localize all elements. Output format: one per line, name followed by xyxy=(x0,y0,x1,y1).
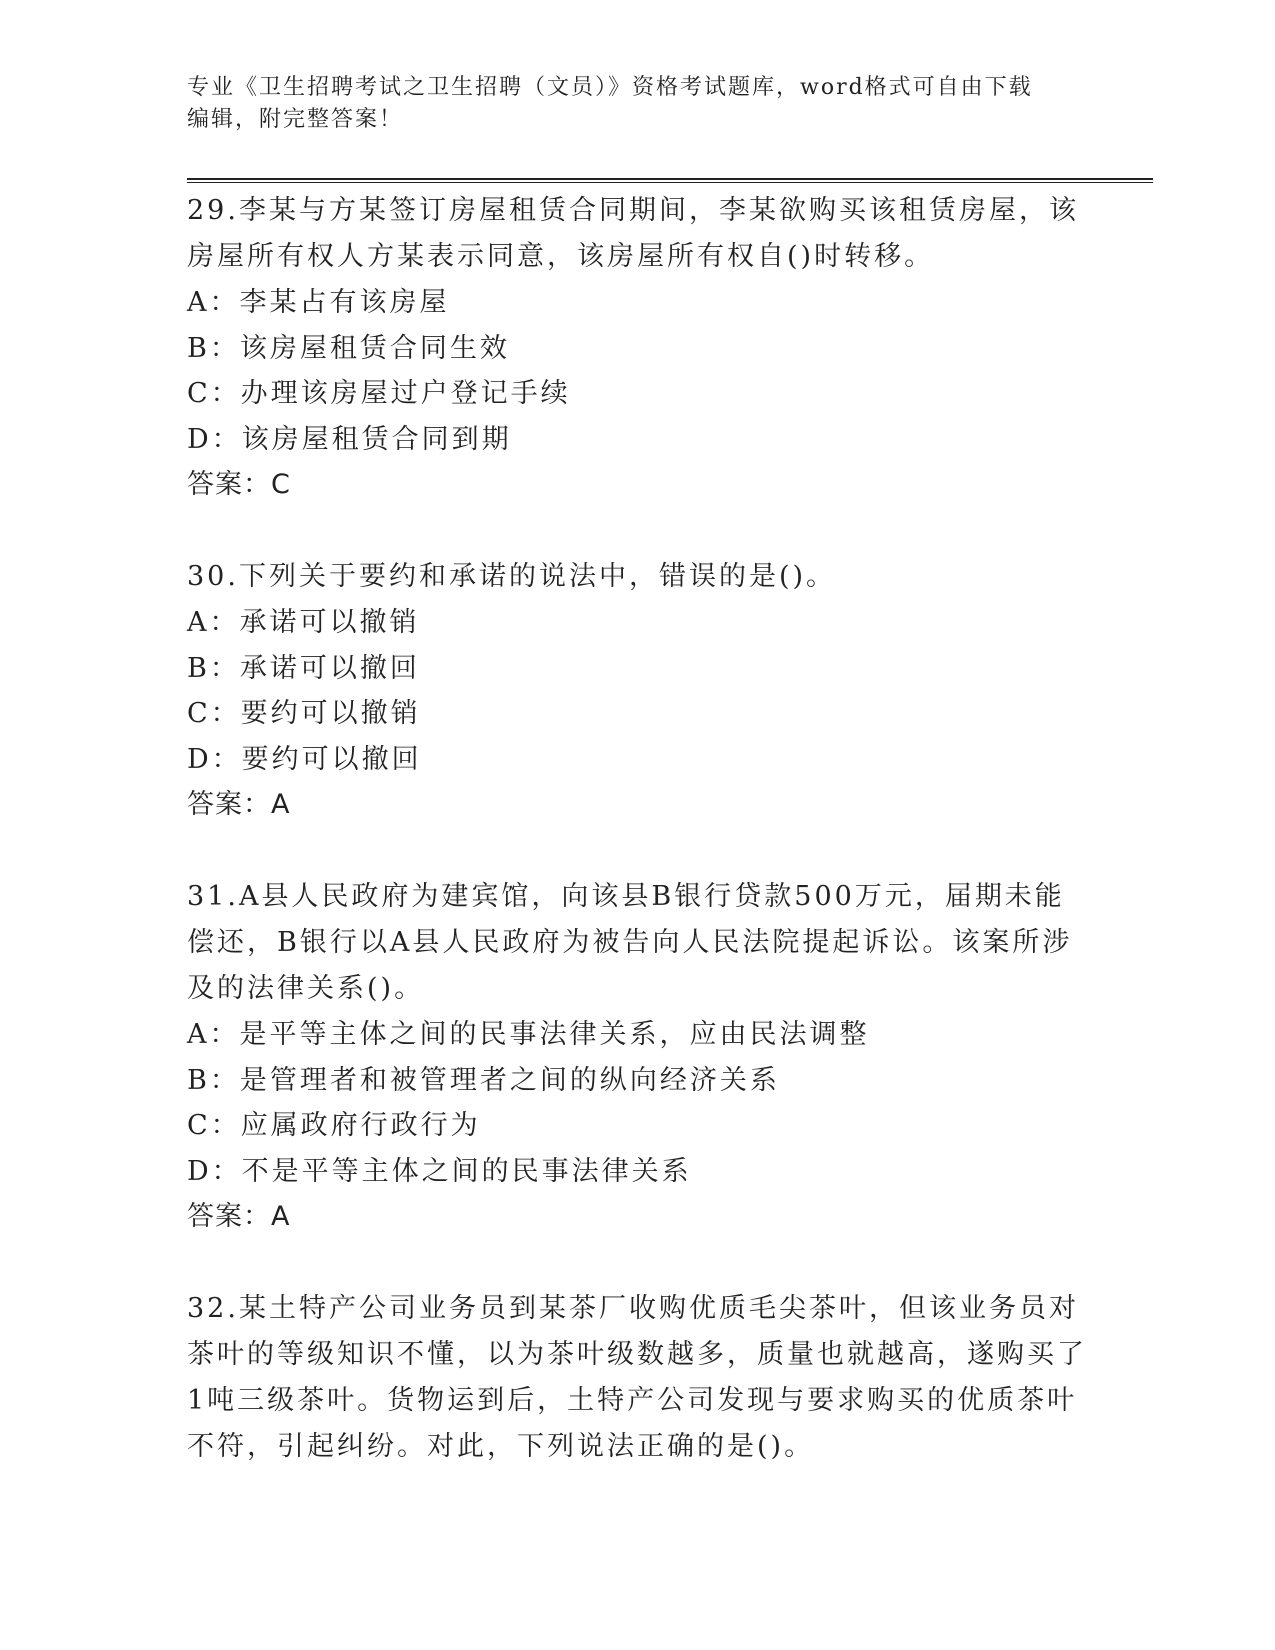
option-d: D：要约可以撤回 xyxy=(187,743,422,775)
answer: 答案：C xyxy=(187,469,291,500)
question-stem: 32.某土特产公司业务员到某茶厂收购优质毛尖茶叶，但该业务员对茶叶的等级知识不懂，以为茶叶级数越多，质量也就越高，遂购买了1吨三级茶叶。货物运到后，土特产公司发现与要求购买的优质茶叶不符，引起纠纷。对此，下列说法正确的是()。 xyxy=(187,1293,1087,1462)
document-header xyxy=(187,72,1067,136)
option-a: A：承诺可以撤销 xyxy=(187,607,420,638)
header-line-1: 专业《卫生招聘考试之卫生招聘（文员）》资格考试题库，word格式可自由下载 xyxy=(187,75,1033,100)
question-31 xyxy=(187,874,1087,1240)
option-b: B：该房屋租赁合同生效 xyxy=(187,332,510,364)
option-c: C：要约可以撤销 xyxy=(187,698,421,729)
option-d: D：不是平等主体之间的民事法律关系 xyxy=(187,1155,692,1187)
question-stem: 29.李某与方某签订房屋租赁合同期间，李某欲购买该租赁房屋，该房屋所有权人方某表示同意，该房屋所有权自()时转移。 xyxy=(187,195,1079,272)
option-c: C：应属政府行政行为 xyxy=(187,1110,481,1141)
option-b: B：是管理者和被管理者之间的纵向经济关系 xyxy=(187,1064,780,1096)
option-a: A：李某占有该房屋 xyxy=(187,287,450,318)
header-line-2: 编辑，附完整答案！ xyxy=(187,107,404,132)
question-list xyxy=(187,188,1087,1516)
question-stem: 31.A县人民政府为建宾馆，向该县B银行贷款500万元，届期未能偿还，B银行以A县人民政府为被告向人民法院提起诉讼。该案所涉及的法律关系()。 xyxy=(187,881,1073,1004)
option-a: A：是平等主体之间的民事法律关系，应由民法调整 xyxy=(187,1019,870,1050)
header-divider xyxy=(187,178,1153,183)
answer: 答案：A xyxy=(187,1201,291,1232)
question-29 xyxy=(187,188,1087,508)
option-d: D：该房屋租赁合同到期 xyxy=(187,423,512,455)
question-32 xyxy=(187,1286,1087,1470)
option-b: B：承诺可以撤回 xyxy=(187,652,420,684)
answer: 答案：A xyxy=(187,789,291,820)
option-c: C：办理该房屋过户登记手续 xyxy=(187,378,571,409)
question-stem: 30.下列关于要约和承诺的说法中，错误的是()。 xyxy=(187,561,837,592)
question-30 xyxy=(187,554,1087,828)
